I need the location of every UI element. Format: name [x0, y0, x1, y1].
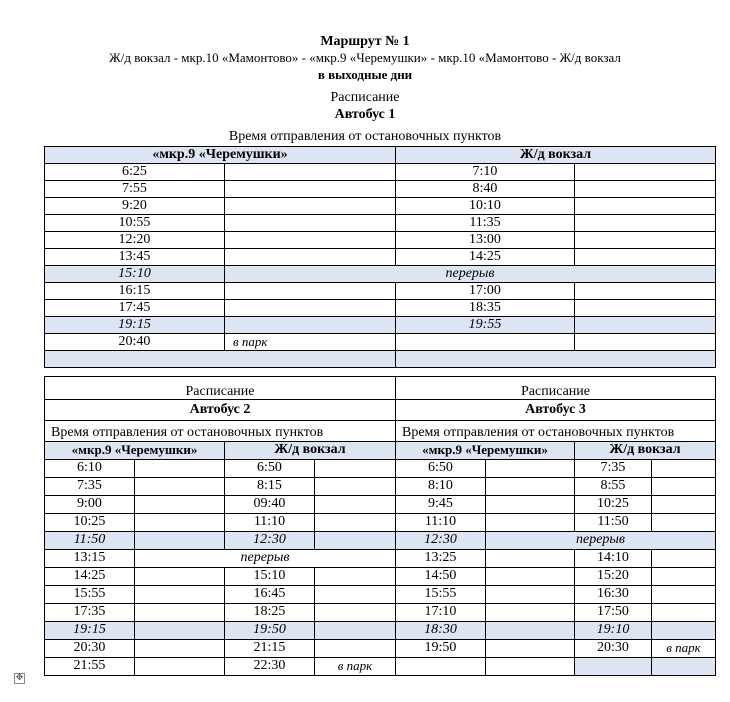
- bus3-empty-cell: [651, 621, 716, 640]
- bus2-header-station: Ж/д вокзал: [224, 441, 396, 460]
- bus3-time-cheremushki: 9:45: [395, 495, 486, 514]
- bus1-break-cell: перерыв: [224, 265, 716, 283]
- bus3-time-station: 15:20: [574, 567, 652, 586]
- bus1-time-cheremushki: 10:55: [44, 214, 225, 232]
- bus2-empty-cell: [134, 639, 225, 658]
- bus3-departure-label: Время отправления от остановочных пунктов: [395, 420, 716, 442]
- bus1-empty-cell: [574, 197, 716, 215]
- bus3-title: Автобус 3: [395, 399, 716, 421]
- bus1-time-station: 13:00: [395, 231, 575, 249]
- bus3-time-cheremushki: 14:50: [395, 567, 486, 586]
- bus1-empty-cell: [574, 299, 716, 317]
- bus2-time-station: 15:10: [224, 567, 315, 586]
- bus3-time-cheremushki: 19:50: [395, 639, 486, 658]
- route-title: Маршрут № 1: [320, 34, 410, 49]
- bus2-time-cheremushki: 7:35: [44, 477, 135, 496]
- bus2-empty-cell: [314, 531, 396, 550]
- bus1-empty-cell: [574, 214, 716, 232]
- bus2-empty-cell: [134, 657, 225, 676]
- bus2-empty-cell: [134, 477, 225, 496]
- bus2-empty-cell: [314, 477, 396, 496]
- bus3-empty-cell: [485, 657, 575, 676]
- bus2-empty-cell: [314, 495, 396, 514]
- bus3-time-cheremushki: 11:10: [395, 513, 486, 532]
- bus2-empty-cell: [134, 531, 225, 550]
- bus1-time-cheremushki: 19:15: [44, 316, 225, 334]
- bus3-empty-cell: [485, 477, 575, 496]
- bus3-empty-cell: [651, 477, 716, 496]
- bus2-departure-label: Время отправления от остановочных пунктов: [44, 420, 396, 442]
- bus1-empty-cell: [224, 282, 396, 300]
- bus2-title: Автобус 2: [44, 399, 396, 421]
- bus1-empty-cell: [574, 180, 716, 198]
- bus3-empty-cell: [485, 495, 575, 514]
- bus2-park-cell: в парк: [314, 657, 396, 676]
- bus1-empty-cell: [395, 333, 575, 351]
- bus1-empty-cell: [224, 231, 396, 249]
- bus2-time-station: 6:50: [224, 459, 315, 478]
- bus1-time-station: 18:35: [395, 299, 575, 317]
- bus2-empty-cell: [314, 621, 396, 640]
- bus3-time-station: 20:30: [574, 639, 652, 658]
- move-handle-icon[interactable]: ✥: [15, 673, 24, 683]
- bus1-time-station: 10:10: [395, 197, 575, 215]
- bus1-time-cheremushki: 7:55: [44, 180, 225, 198]
- bus2-empty-cell: [314, 459, 396, 478]
- bus2-empty-cell: [134, 459, 225, 478]
- bus3-empty-cell: [485, 513, 575, 532]
- bus1-empty-cell: [224, 316, 396, 334]
- bus2-empty-cell: [134, 513, 225, 532]
- bus1-time-cheremushki: 12:20: [44, 231, 225, 249]
- bus1-footer-blank: [395, 350, 716, 368]
- bus2-time-cheremushki: 11:50: [44, 531, 135, 550]
- bus3-time-cheremushki: 15:55: [395, 585, 486, 604]
- bus3-empty-cell: [651, 585, 716, 604]
- route-days: в выходные дни: [317, 67, 413, 82]
- bus1-empty-cell: [574, 163, 716, 181]
- bus3-empty-cell: [485, 549, 575, 568]
- bus2-empty-cell: [134, 495, 225, 514]
- bus2-time-station: 21:15: [224, 639, 315, 658]
- bus2-schedule-label: Расписание: [44, 376, 396, 400]
- bus2-header-cheremushki: «мкр.9 «Черемушки»: [44, 441, 225, 460]
- bus3-time-cheremushki: 8:10: [395, 477, 486, 496]
- bus3-park-cell: в парк: [651, 639, 716, 658]
- bus2-time-cheremushki: 6:10: [44, 459, 135, 478]
- bus1-empty-cell: [574, 231, 716, 249]
- bus2-time-cheremushki: 9:00: [44, 495, 135, 514]
- bus1-footer-blank: [44, 350, 396, 368]
- bus1-header-cheremushki: «мкр.9 «Черемушки»: [44, 146, 396, 164]
- bus2-time-cheremushki: 10:25: [44, 513, 135, 532]
- bus3-time-station: 8:55: [574, 477, 652, 496]
- bus3-empty-cell: [651, 495, 716, 514]
- bus1-empty-cell: [574, 248, 716, 266]
- bus3-time-station: 7:35: [574, 459, 652, 478]
- bus3-time-station: 16:30: [574, 585, 652, 604]
- bus3-schedule-label: Расписание: [395, 376, 716, 400]
- bus1-departure-label: Время отправления от остановочных пунктов: [228, 129, 502, 144]
- bus3-empty-cell: [395, 657, 486, 676]
- bus3-empty-cell: [485, 459, 575, 478]
- bus3-header-cheremushki: «мкр.9 «Черемушки»: [395, 441, 575, 460]
- bus3-time-station: 11:50: [574, 513, 652, 532]
- bus2-empty-cell: [314, 585, 396, 604]
- bus2-time-station: 19:50: [224, 621, 315, 640]
- bus3-time-cheremushki: 6:50: [395, 459, 486, 478]
- bus1-empty-cell: [224, 248, 396, 266]
- bus1-time-cheremushki: 20:40: [44, 333, 225, 351]
- bus2-time-station: 18:25: [224, 603, 315, 622]
- bus3-time-station: 19:10: [574, 621, 652, 640]
- bus3-empty-cell: [651, 549, 716, 568]
- bus2-time-cheremushki: 13:15: [44, 549, 135, 568]
- bus1-time-station: 11:35: [395, 214, 575, 232]
- bus2-time-cheremushki: 21:55: [44, 657, 135, 676]
- bus1-empty-cell: [224, 180, 396, 198]
- bus1-time-cheremushki: 17:45: [44, 299, 225, 317]
- bus1-empty-cell: [574, 282, 716, 300]
- bus2-time-cheremushki: 17:35: [44, 603, 135, 622]
- bus2-empty-cell: [314, 639, 396, 658]
- bus3-time-cheremushki: 12:30: [395, 531, 486, 550]
- bus3-time-station: 14:10: [574, 549, 652, 568]
- bus3-empty-cell: [485, 639, 575, 658]
- bus1-time-station: 14:25: [395, 248, 575, 266]
- bus2-time-cheremushki: 20:30: [44, 639, 135, 658]
- bus1-park-cell: в парк: [224, 333, 396, 351]
- bus1-empty-cell: [224, 299, 396, 317]
- bus3-empty-cell: [485, 621, 575, 640]
- bus3-empty-cell: [651, 513, 716, 532]
- bus2-empty-cell: [134, 621, 225, 640]
- bus3-time-station: 10:25: [574, 495, 652, 514]
- bus2-time-station: 8:15: [224, 477, 315, 496]
- bus1-time-station: 8:40: [395, 180, 575, 198]
- bus1-time-station: 17:00: [395, 282, 575, 300]
- bus2-empty-cell: [134, 603, 225, 622]
- bus2-empty-cell: [314, 567, 396, 586]
- bus2-time-station: 11:10: [224, 513, 315, 532]
- bus2-time-cheremushki: 14:25: [44, 567, 135, 586]
- bus3-empty-cell: [485, 567, 575, 586]
- bus3-time-cheremushki: 13:25: [395, 549, 486, 568]
- bus1-empty-cell: [574, 333, 716, 351]
- bus1-time-cheremushki: 9:20: [44, 197, 225, 215]
- bus2-time-station: 16:45: [224, 585, 315, 604]
- bus3-empty-cell: [651, 657, 716, 676]
- route-description: Ж/д вокзал - мкр.10 «Мамонтово» - «мкр.9 «Черемушки» - мкр.10 «Мамонтово - Ж/д вокзал: [109, 50, 621, 65]
- bus1-title: Автобус 1: [334, 107, 396, 122]
- bus3-empty-cell: [485, 603, 575, 622]
- bus3-time-cheremushki: 18:30: [395, 621, 486, 640]
- bus3-time-cheremushki: 17:10: [395, 603, 486, 622]
- bus3-break-cell: перерыв: [485, 531, 716, 550]
- bus2-empty-cell: [314, 603, 396, 622]
- bus3-empty-cell: [574, 657, 652, 676]
- bus3-empty-cell: [651, 567, 716, 586]
- bus1-empty-cell: [224, 197, 396, 215]
- bus2-time-station: 22:30: [224, 657, 315, 676]
- bus3-empty-cell: [651, 603, 716, 622]
- schedule-label-bus1: Расписание: [330, 90, 400, 105]
- bus1-time-cheremushki: 6:25: [44, 163, 225, 181]
- bus2-break-cell: перерыв: [134, 549, 396, 568]
- bus2-time-station: 12:30: [224, 531, 315, 550]
- bus1-header-station: Ж/д вокзал: [395, 146, 716, 164]
- bus2-empty-cell: [134, 567, 225, 586]
- bus3-empty-cell: [485, 585, 575, 604]
- bus3-time-station: 17:50: [574, 603, 652, 622]
- bus1-empty-cell: [224, 214, 396, 232]
- bus3-empty-cell: [651, 459, 716, 478]
- bus2-time-cheremushki: 15:55: [44, 585, 135, 604]
- bus1-time-cheremushki: 13:45: [44, 248, 225, 266]
- bus3-header-station: Ж/д вокзал: [574, 441, 716, 460]
- bus1-time-station: 7:10: [395, 163, 575, 181]
- bus1-time-station: 19:55: [395, 316, 575, 334]
- bus1-time-cheremushki: 15:10: [44, 265, 225, 283]
- bus2-empty-cell: [314, 513, 396, 532]
- bus1-empty-cell: [574, 316, 716, 334]
- bus1-time-cheremushki: 16:15: [44, 282, 225, 300]
- bus1-empty-cell: [224, 163, 396, 181]
- bus2-time-cheremushki: 19:15: [44, 621, 135, 640]
- bus2-time-station: 09:40: [224, 495, 315, 514]
- bus2-empty-cell: [134, 585, 225, 604]
